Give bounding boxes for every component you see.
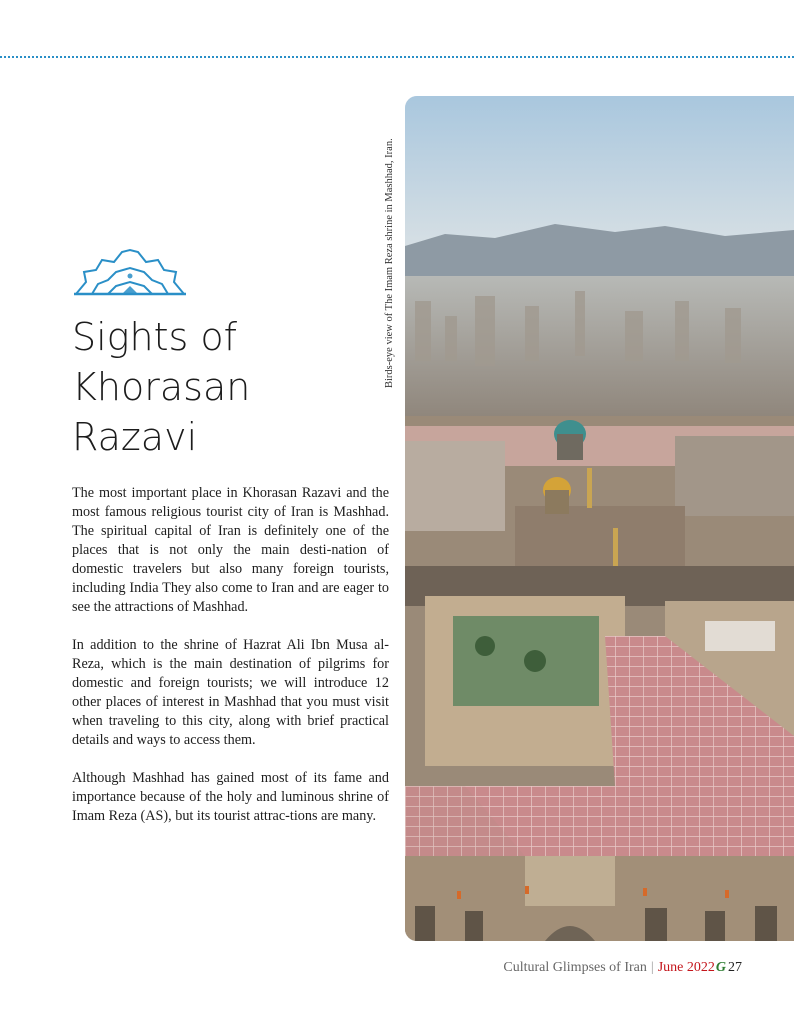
- paragraph-3: Although Mashhad has gained most of its fame and importance because of the holy and luminous shrine of Imam Reza (AS), but its tourist attrac-tions are many.: [72, 770, 389, 824]
- title-line-3: Razavi: [72, 415, 198, 459]
- top-dotted-rule: [0, 56, 794, 58]
- magazine-logo-icon: G: [715, 960, 726, 975]
- title-line-1: Sights of: [72, 315, 237, 359]
- shrine-aerial-photo: [405, 96, 794, 941]
- paragraph-1: The most important place in Khorasan Razavi and the most famous religious tourist city of Iran is Mashhad. The spiritual capital of Iran is definitely one of the places that is not only the main desti-nation of domestic travelers but also many foreign tourists, including India They also come to Iran and are eager to see the attractions of Mashhad.: [72, 485, 389, 615]
- page-footer: [503, 960, 742, 976]
- article-title: [72, 312, 372, 462]
- ornament-icon: [72, 248, 188, 296]
- footer-separator: |: [650, 960, 654, 975]
- page-number: 27: [728, 960, 742, 975]
- paragraph-2: In addition to the shrine of Hazrat Ali Ibn Musa al-Reza, which is the main destination of pilgrims for domestic and foreign tourists; we will introduce 12 other places of interest in Mashhad that you must visit when traveling to this city, along with brief practical details and ways to access them.: [72, 637, 389, 748]
- issue-date: June 2022: [657, 960, 715, 975]
- photo-caption: Birds-eye view of The Imam Reza shrine in Mashhad, Iran.: [384, 138, 395, 388]
- magazine-name: Cultural Glimpses of Iran: [503, 960, 647, 975]
- title-line-2: Khorasan: [72, 365, 251, 409]
- article-body: [72, 484, 389, 845]
